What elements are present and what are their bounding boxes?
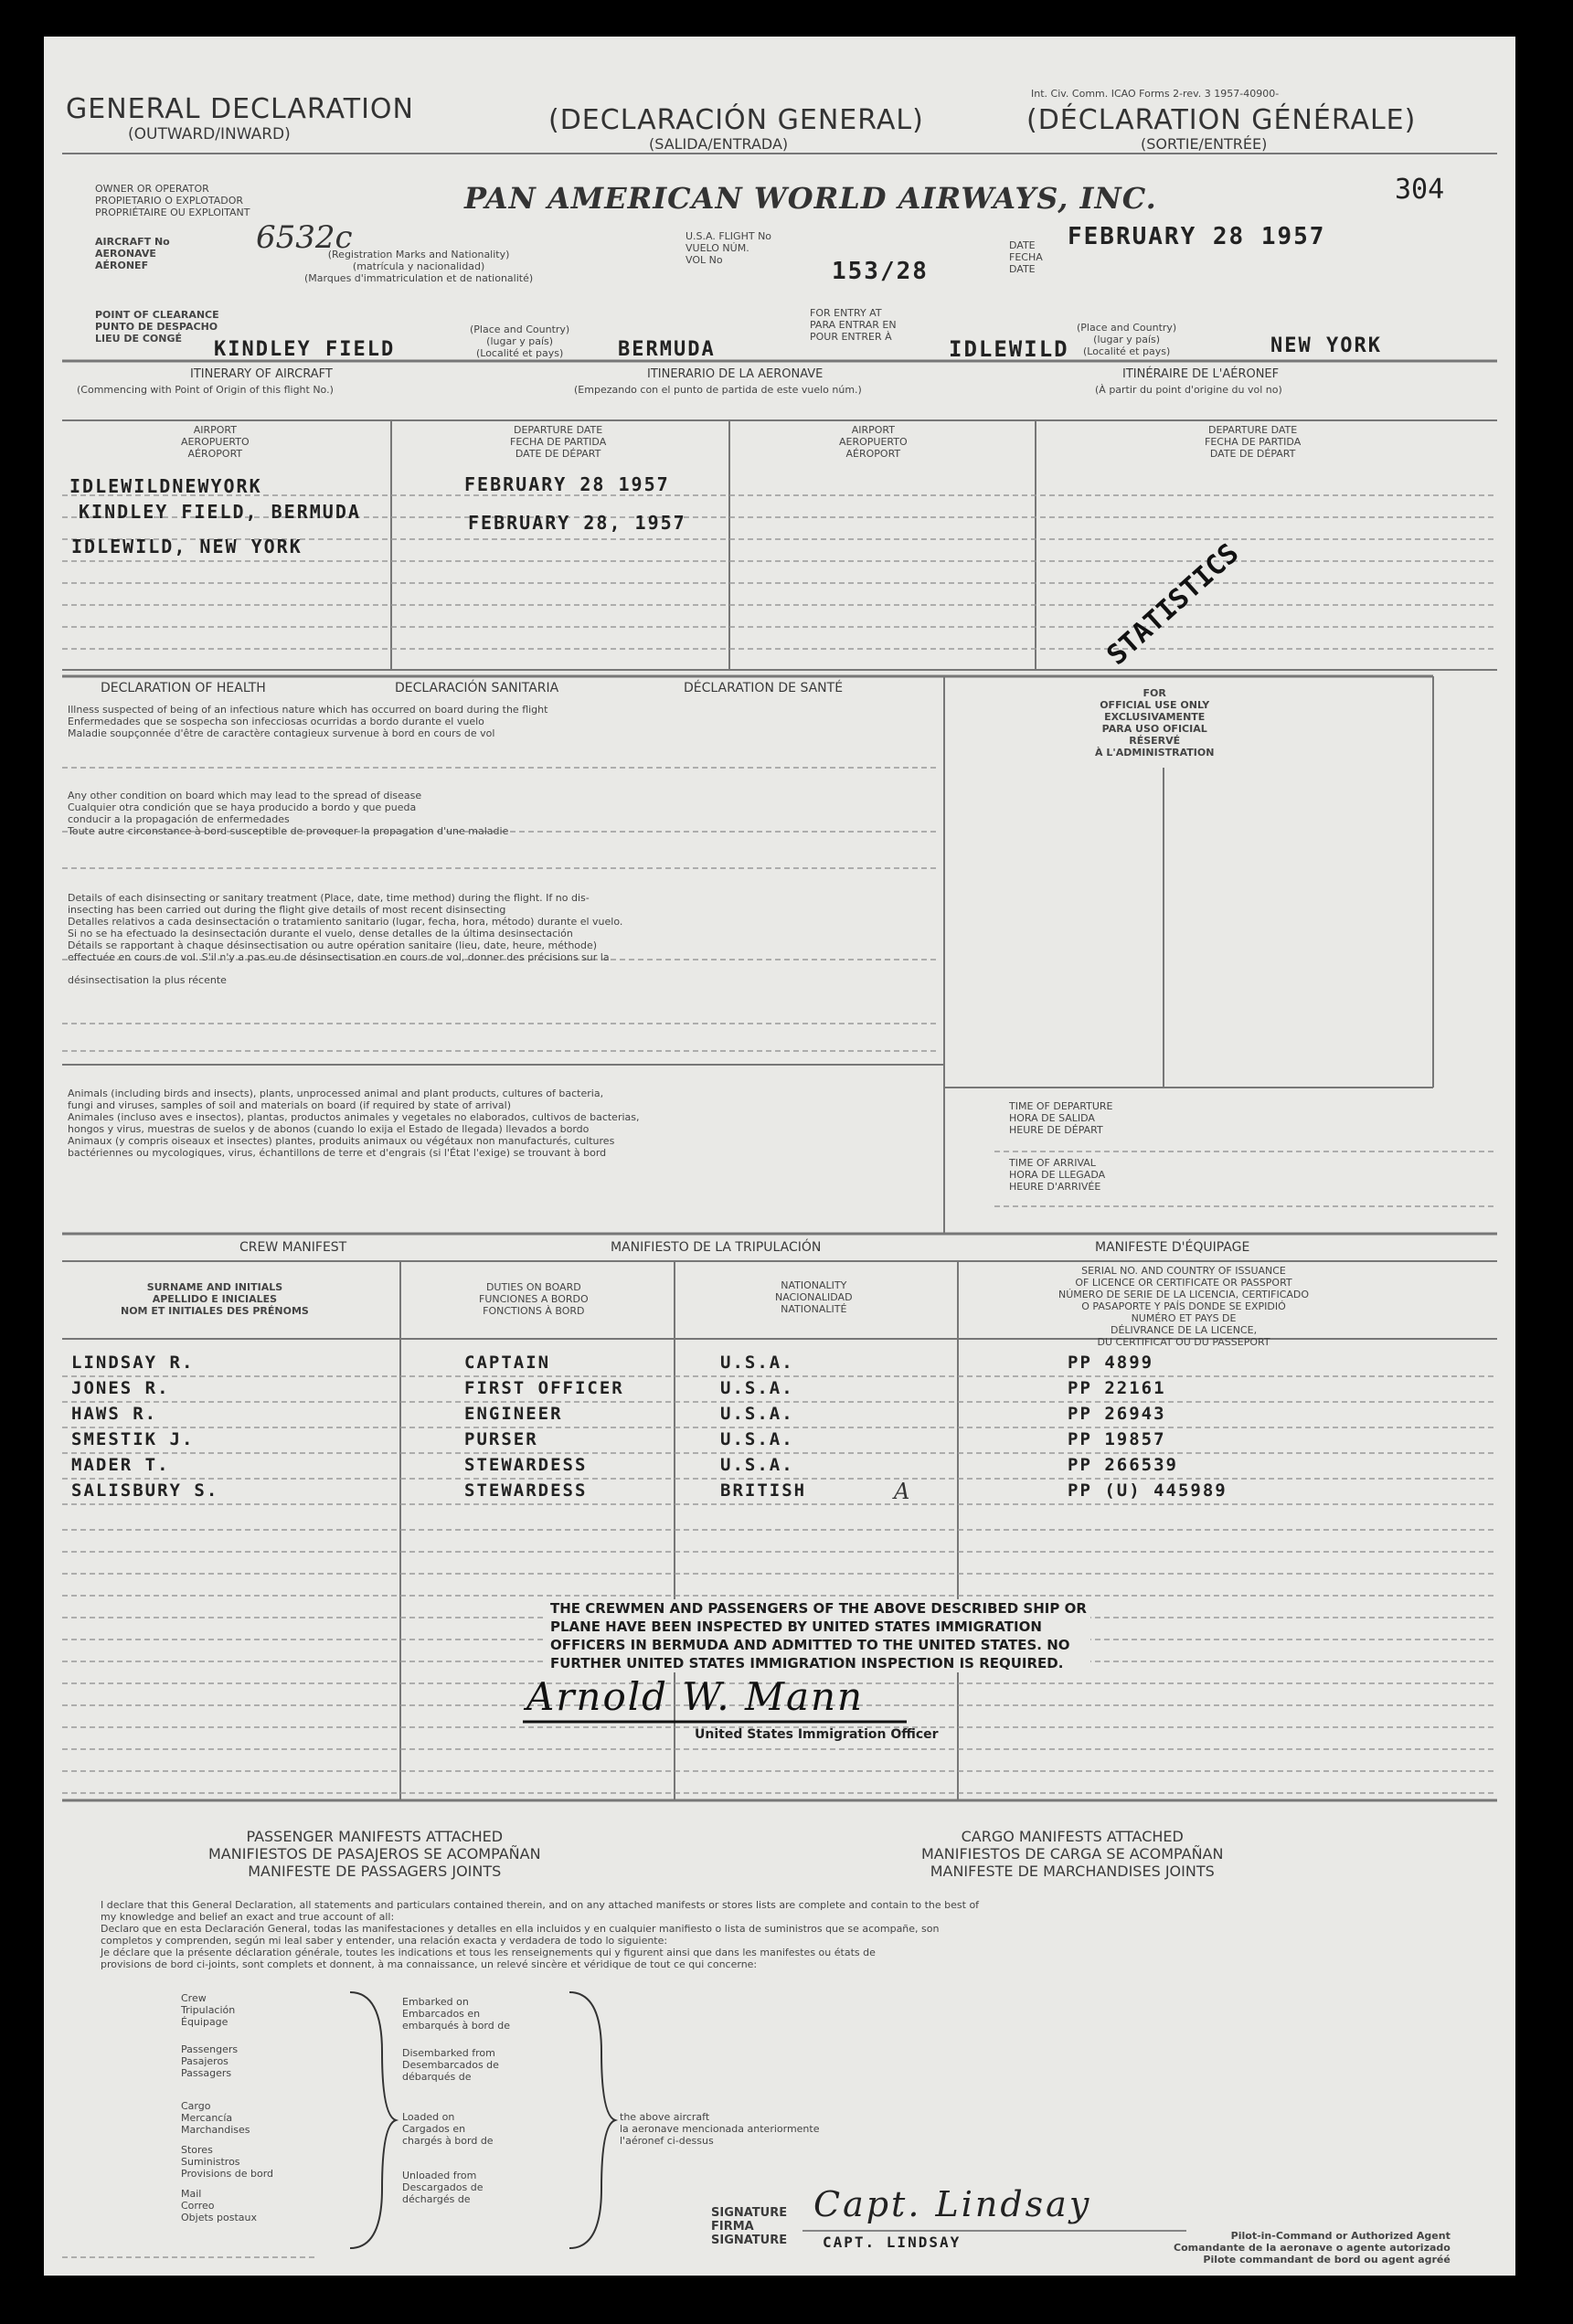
crew-licence: PP 22161 bbox=[1068, 1378, 1166, 1398]
entry-labels: FOR ENTRY AT PARA ENTRAR EN POUR ENTRER À bbox=[810, 307, 897, 343]
health-header-es: DECLARACIÓN SANITARIA bbox=[395, 681, 559, 695]
form-reference: Int. Civ. Comm. ICAO Forms 2-rev. 3 1957-40900- bbox=[1031, 88, 1280, 100]
cargo-manifest-note: CARGO MANIFESTS ATTACHED MANIFIESTOS DE CARGA SE ACOMPAÑAN MANIFESTE DE MARCHANDISES JOINTS bbox=[921, 1828, 1224, 1880]
brace-right bbox=[565, 1988, 620, 2253]
itinerary-header-en: ITINERARY OF AIRCRAFT bbox=[190, 367, 333, 381]
col-date-1: DEPARTURE DATE FECHA DE PARTIDA DATE DE DÉPART bbox=[510, 424, 607, 460]
crew-duty: PURSER bbox=[464, 1429, 538, 1449]
crew-licence: PP 266539 bbox=[1068, 1455, 1178, 1475]
clearance-place: KINDLEY FIELD bbox=[214, 338, 396, 361]
crew-licence: PP (U) 445989 bbox=[1068, 1480, 1228, 1501]
crew-duty: STEWARDESS bbox=[464, 1480, 588, 1501]
owner-value: PAN AMERICAN WORLD AIRWAYS, INC. bbox=[464, 181, 1157, 216]
crew-nationality: U.S.A. bbox=[720, 1455, 794, 1475]
aircraft-registration-note: (Registration Marks and Nationality) (matrícula y nacionalidad) (Marques d'immatriculation et de nationalité) bbox=[304, 249, 534, 284]
itinerary-row-2-date: FEBRUARY 28, 1957 bbox=[468, 512, 686, 534]
health-disinsecting-text: Details of each disinsecting or sanitary treatment (Place, date, time method) during the flight. If no dis- insecting has been carried out during the flight give details of most recent disinsecting Detalles relativos a cada desinsectación o tratamiento sanitario (lugar, fecha, hora, método) durante el vuelo. Si no se ha efectuado la desinsectación durante el vuelo, dense detalles de la última desinsectación Détails se rapportant à chaque désinsectisation ou autre opération sanitaire (lieu, date, heure, méthode) effectuée en cours de vol. S'il n'y a pas eu de désinsectisation en cours de vol, donner des précisions sur la désinsectisation la plus récente bbox=[68, 892, 623, 986]
crew-licence: PP 26943 bbox=[1068, 1404, 1166, 1424]
captain-typed-name: CAPT. LINDSAY bbox=[823, 2234, 962, 2251]
crew-name: LINDSAY R. bbox=[71, 1353, 195, 1373]
clearance-place-note: (Place and Country) (lugar y país) (Localité et pays) bbox=[470, 324, 570, 359]
page-number: 304 bbox=[1395, 174, 1445, 206]
crew-name: SALISBURY S. bbox=[71, 1480, 219, 1501]
title-spanish-sub: (SALIDA/ENTRADA) bbox=[649, 135, 789, 153]
animals-text: Animals (including birds and insects), plants, unprocessed animal and plant products, cultures of bacteria, fungi and viruses, samples of soil and materials on board (if required by state of arrival) Animales (incluso aves e insectos), plantas, productos animales y vegetales no elaborados, cultivos de bacterias, hongos y virus, muestras de suelos y de abonos (cuando lo exija el Estado de llegada) llevados a bordo Animaux (y compris oiseaux et insectes) plantes, produits animaux ou végétaux non manufacturés, cultures bactériennes ou mycologiques, virus, échantillons de terre et d'engrais (si l'État l'exige) se trouvant à bord bbox=[68, 1088, 640, 1159]
entry-place: IDLEWILD bbox=[949, 336, 1069, 362]
declaration-text: I declare that this General Declaration, all statements and particulars contained therein, and on any attached manifests or stores lists are complete and contain to the best of my knowledge and belief an exact and true account of all: Declaro que en esta Declaración General, todas las manifestaciones y detalles en ella incluidos y en cualquier manifiesto o lista de suministros que se acompañe, son completos y comprenden, según mi leal saber y entender, una relación exacta y verdadera de todo lo siguiente: Je déclare que la présente déclaration générale, toutes les indications et tous les renseignements qui y figurent ainsi que dans les manifestes ou états de provisions de bord ci-joints, sont complets et donnent, à ma connaissance, un relevé sincère et véridique de tout ce qui concerne: bbox=[101, 1899, 980, 1970]
crew-name: JONES R. bbox=[71, 1378, 170, 1398]
date-labels: DATE FECHA DATE bbox=[1009, 239, 1043, 275]
list-unloaded: Unloaded from Descargados de déchargés de bbox=[402, 2170, 484, 2205]
official-use-box: FOR OFFICIAL USE ONLY EXCLUSIVAMENTE PARA USO OFICIAL RÉSERVÉ À L'ADMINISTRATION bbox=[1095, 687, 1215, 759]
crew-duty: FIRST OFFICER bbox=[464, 1378, 624, 1398]
list-mail: Mail Correo Objets postaux bbox=[181, 2188, 257, 2223]
signature-line bbox=[802, 2228, 1186, 2234]
itinerary-header-fr: ITINÉRAIRE DE L'AÉRONEF bbox=[1122, 367, 1280, 381]
aircraft-number: 6532c bbox=[256, 219, 353, 256]
itinerary-header-es: ITINERARIO DE LA AERONAVE bbox=[647, 367, 824, 381]
title-english-sub: (OUTWARD/INWARD) bbox=[128, 125, 291, 143]
signature-labels: SIGNATURE FIRMA SIGNATURE bbox=[711, 2206, 788, 2247]
handwritten-mark: A bbox=[894, 1479, 910, 1504]
list-stores: Stores Suministros Provisions de bord bbox=[181, 2144, 274, 2180]
list-embarked: Embarked on Embarcados en embarqués à bord de bbox=[402, 1996, 510, 2032]
crew-nationality: U.S.A. bbox=[720, 1429, 794, 1449]
list-passengers: Passengers Pasajeros Passagers bbox=[181, 2043, 239, 2079]
clearance-labels: POINT OF CLEARANCE PUNTO DE DESPACHO LIEU DE CONGÉ bbox=[95, 309, 219, 345]
crew-duty: CAPTAIN bbox=[464, 1353, 551, 1373]
col-airport-2: AIRPORT AEROPUERTO AÉROPORT bbox=[839, 424, 908, 460]
crew-name: HAWS R. bbox=[71, 1404, 158, 1424]
crew-header-en: CREW MANIFEST bbox=[239, 1240, 347, 1255]
crew-licence: PP 4899 bbox=[1068, 1353, 1154, 1373]
aircraft-reference: the above aircraft la aeronave mencionada anteriormente l'aéronef ci-dessus bbox=[620, 2111, 820, 2147]
crew-nationality: BRITISH bbox=[720, 1480, 807, 1501]
list-loaded: Loaded on Cargados en chargés à bord de bbox=[402, 2111, 494, 2147]
signature-underline bbox=[523, 1716, 907, 1727]
itinerary-sub-en: (Commencing with Point of Origin of this flight No.) bbox=[77, 384, 334, 396]
col-date-2: DEPARTURE DATE FECHA DE PARTIDA DATE DE DÉPART bbox=[1205, 424, 1302, 460]
crew-col-licence: SERIAL NO. AND COUNTRY OF ISSUANCE OF LICENCE OR CERTIFICATE OR PASSPORT NÚMERO DE SERIE DE LA LICENCIA, CERTIFICADO O PASAPORTE Y PAÍS DONDE SE EXPIDIÓ NUMÉRO ET PAYS DE DÉLIVRANCE DE LA LICENCE, DU CERTIFICAT OU DU PASSEPORT bbox=[1058, 1265, 1310, 1348]
aircraft-labels: AIRCRAFT No AERONAVE AÉRONEF bbox=[95, 236, 170, 271]
title-french-sub: (SORTIE/ENTRÉE) bbox=[1141, 135, 1268, 153]
crew-header-es: MANIFIESTO DE LA TRIPULACIÓN bbox=[611, 1240, 822, 1255]
itinerary-row-3-airport: IDLEWILD, NEW YORK bbox=[71, 536, 303, 557]
crew-nationality: U.S.A. bbox=[720, 1378, 794, 1398]
owner-labels: OWNER OR OPERATOR PROPIETARIO O EXPLOTADOR PROPRIÉTAIRE OU EXPLOITANT bbox=[95, 183, 250, 218]
itinerary-sub-fr: (À partir du point d'origine du vol no) bbox=[1095, 384, 1282, 396]
crew-nationality: U.S.A. bbox=[720, 1404, 794, 1424]
crew-duty: ENGINEER bbox=[464, 1404, 563, 1424]
list-crew: Crew Tripulación Équipage bbox=[181, 1992, 236, 2028]
crew-duty: STEWARDESS bbox=[464, 1455, 588, 1475]
crew-col-name: SURNAME AND INITIALS APELLIDO E INICIALES NOM ET INITIALES DES PRÉNOMS bbox=[121, 1281, 309, 1317]
flight-number: 153/28 bbox=[832, 258, 929, 285]
immigration-officer-title: United States Immigration Officer bbox=[695, 1727, 939, 1742]
list-cargo: Cargo Mercancía Marchandises bbox=[181, 2100, 250, 2136]
brace-left bbox=[345, 1988, 400, 2253]
title-spanish: (DECLARACIÓN GENERAL) bbox=[548, 104, 924, 136]
crew-header-fr: MANIFESTE D'ÉQUIPAGE bbox=[1095, 1240, 1250, 1255]
title-french: (DÉCLARATION GÉNÉRALE) bbox=[1026, 104, 1417, 136]
immigration-officer-signature: Arnold W. Mann bbox=[526, 1674, 865, 1719]
crew-name: MADER T. bbox=[71, 1455, 170, 1475]
declaration-document bbox=[44, 37, 1515, 2276]
passenger-manifest-note: PASSENGER MANIFESTS ATTACHED MANIFIESTOS DE PASAJEROS SE ACOMPAÑAN MANIFESTE DE PASSAGERS JOINTS bbox=[208, 1828, 541, 1880]
itinerary-row-1-airport: IDLEWILDNEWYORK bbox=[69, 475, 262, 497]
itinerary-sub-es: (Empezando con el punto de partida de este vuelo núm.) bbox=[574, 384, 862, 396]
crew-col-duty: DUTIES ON BOARD FUNCIONES A BORDO FONCTIONS À BORD bbox=[479, 1281, 589, 1317]
health-condition-text: Any other condition on board which may lead to the spread of disease Cualquier otra condición que se haya producido a bordo y que pueda conducir a la propagación de enfermedades Toute autre circonstance à bord susceptible de provoquer la propagation d'une maladie bbox=[68, 790, 509, 837]
entry-place-note: (Place and Country) (lugar y país) (Localité et pays) bbox=[1077, 322, 1177, 357]
immigration-inspection-stamp: THE CREWMEN AND PASSENGERS OF THE ABOVE DESCRIBED SHIP OR PLANE HAVE BEEN INSPECTED BY UNITED STATES IMMIGRATION OFFICERS IN BERMUDA AND ADMITTED TO THE UNITED STATES. NO FURTHER UNITED STATES IMMIGRATION INSPECTION IS REQUIRED. bbox=[547, 1599, 1090, 1672]
itinerary-row-2-airport: KINDLEY FIELD, BERMUDA bbox=[79, 501, 361, 523]
pilot-in-command-labels: Pilot-in-Command or Authorized Agent Comandante de la aeronave o agente autorizado Pilote commandant de bord ou agent agréé bbox=[1174, 2230, 1451, 2266]
crew-nationality: U.S.A. bbox=[720, 1353, 794, 1373]
itinerary-row-1-date: FEBRUARY 28 1957 bbox=[464, 473, 670, 495]
list-disembarked: Disembarked from Desembarcados de débarqués de bbox=[402, 2047, 499, 2083]
flight-labels: U.S.A. FLIGHT No VUELO NÚM. VOL No bbox=[686, 230, 772, 266]
health-header-en: DECLARATION OF HEALTH bbox=[101, 681, 266, 695]
health-illness-text: Illness suspected of being of an infectious nature which has occurred on board during the flight Enfermedades que se sospecha son infecciosas ocurridas a bordo durante el vuelo Maladie soupçonnée d'être de caractère contagieux survenue à bord en cours de vol bbox=[68, 704, 548, 739]
title-english: GENERAL DECLARATION bbox=[66, 93, 414, 125]
departure-time-label: TIME OF DEPARTURE HORA DE SALIDA HEURE DE DÉPART bbox=[1009, 1100, 1113, 1136]
health-header-fr: DÉCLARATION DE SANTÉ bbox=[684, 681, 844, 695]
entry-country: NEW YORK bbox=[1270, 334, 1382, 357]
statistics-stamp: STATISTICS bbox=[1100, 537, 1246, 672]
captain-signature: Capt. Lindsay bbox=[813, 2184, 1092, 2224]
crew-col-nationality: NATIONALITY NACIONALIDAD NATIONALITÉ bbox=[775, 1279, 853, 1315]
crew-licence: PP 19857 bbox=[1068, 1429, 1166, 1449]
clearance-country: BERMUDA bbox=[618, 338, 716, 361]
flight-date: FEBRUARY 28 1957 bbox=[1068, 223, 1326, 250]
crew-name: SMESTIK J. bbox=[71, 1429, 195, 1449]
arrival-time-label: TIME OF ARRIVAL HORA DE LLEGADA HEURE D'ARRIVÉE bbox=[1009, 1157, 1106, 1193]
col-airport-1: AIRPORT AEROPUERTO AÉROPORT bbox=[181, 424, 250, 460]
